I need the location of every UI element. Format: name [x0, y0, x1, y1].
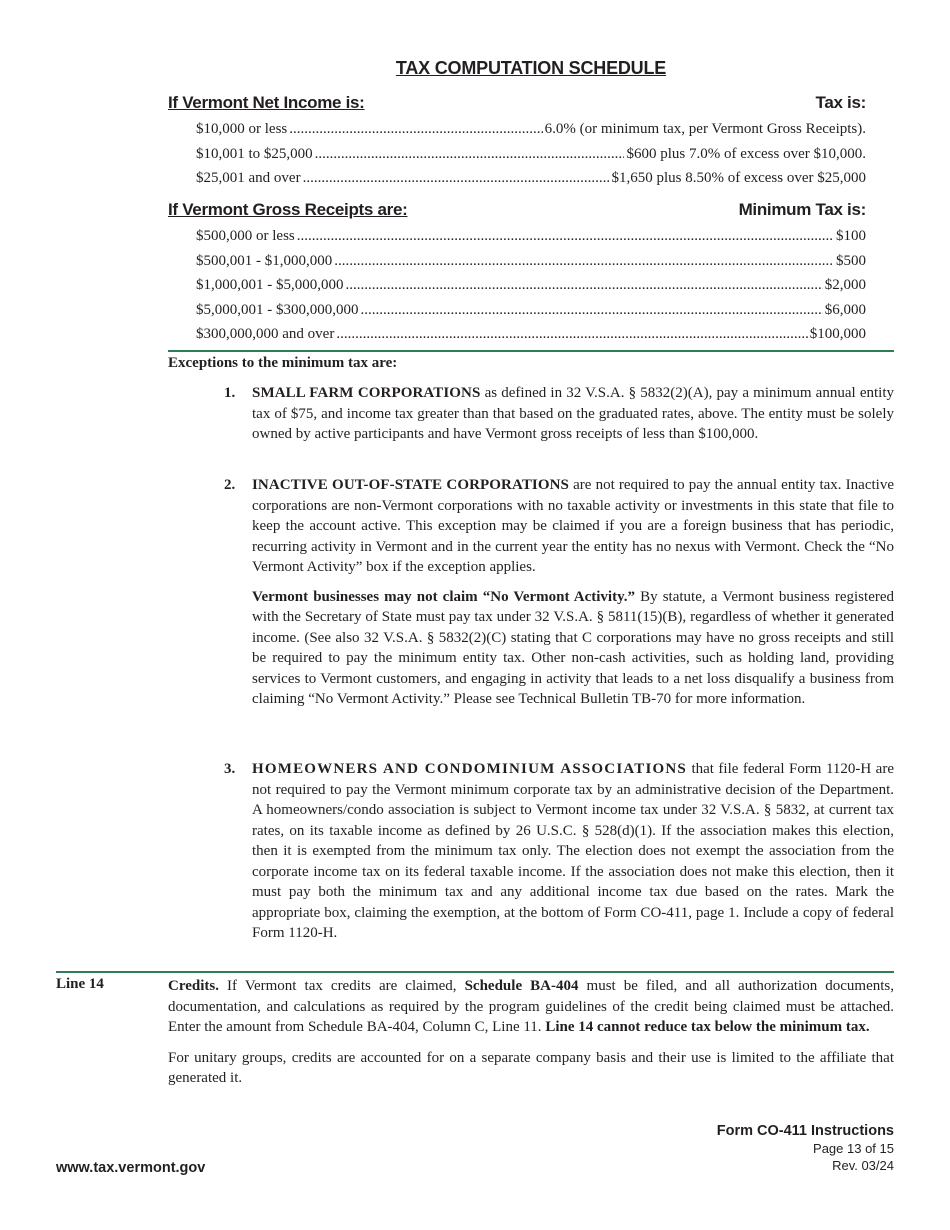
item-number: 2. [224, 477, 236, 493]
credits-text: If Vermont tax credits are claimed, [218, 978, 465, 994]
income-tax: $600 plus 7.0% of excess over $10,000. [626, 145, 866, 162]
table-row [168, 224, 866, 249]
table-row [168, 117, 866, 142]
revision: Rev. 03/24 [832, 1158, 894, 1173]
item-lead: SMALL FARM CORPORATIONS [252, 385, 481, 401]
table-row [168, 273, 866, 298]
item-number: 1. [224, 385, 236, 401]
item-sub-lead: Vermont businesses may not claim “No Vermont Activity.” [252, 588, 636, 605]
website-link[interactable]: www.tax.vermont.gov [56, 1160, 206, 1176]
section-divider [168, 350, 894, 352]
income-range: $10,001 to $25,000 [196, 145, 313, 162]
table-row [168, 298, 866, 323]
receipts-range: $5,000,001 - $300,000,000 [196, 301, 359, 318]
gross-receipts-header-left: If Vermont Gross Receipts are: [168, 200, 408, 219]
receipts-range: $300,000,000 and over [196, 326, 335, 342]
exception-item [224, 759, 894, 944]
credits-warning: Line 14 cannot reduce tax below the minimum tax. [545, 1019, 870, 1035]
table-row [168, 142, 866, 167]
item-text: are not required to pay the annual entity tax. Inactive corporations are non-Vermont corporations with no taxable activity or investments in this state that file to keep the account active. This exception may be claimed if you are a foreign business that has periodic, recurring activity in Vermont and in the current year the entity has no nexus with Vermont. Check the “No Vermont Activity” box if the exception applies. [252, 477, 894, 575]
footer-info [717, 1122, 894, 1174]
net-income-header [168, 93, 866, 117]
line-14-instructions [168, 976, 894, 1089]
minimum-tax: $6,000 [824, 301, 866, 318]
minimum-tax: $500 [836, 252, 866, 269]
page-number: Page 13 of 15 [813, 1141, 894, 1156]
credits-heading: Credits. [168, 978, 219, 994]
exceptions-heading: Exceptions to the minimum tax are: [168, 355, 398, 371]
item-sub-text: By statute, a Vermont business registered with the Secretary of State must pay tax under 32 V.S.A. § 5811(15)(B), regardless of whether it generated income. (See also 32 V.S.A. § 5832(2)(C) stating that C corporations may have no gross receipts and still be required to pay the minimum entity tax. Other non-cash activities, such as holding land, providing services to Vermont customers, and engaging in activity that leads to a net loss disqualify a business from claiming “No Vermont Activity.” Please see Technical Bulletin TB-70 for more information. [252, 588, 894, 707]
minimum-tax: $100 [836, 228, 866, 244]
line-14-label: Line 14 [56, 976, 104, 992]
unitary-note: For unitary groups, credits are accounted for on a separate company basis and their use is limited to the affiliate that generated it. [168, 1049, 894, 1086]
table-row [168, 322, 866, 347]
form-name: Form CO-411 Instructions [716, 1123, 894, 1139]
page-title: TAX COMPUTATION SCHEDULE [395, 58, 667, 78]
item-text: that file federal Form 1120-H are not required to pay the Vermont minimum corporate tax by an administrative decision of the Department. A homeowners/condo association is subject to Vermont income tax under 32 V.S.A. § 5832, at current tax rates, on its taxable income as defined by 26 U.S.C. § 528(d)(1). If the association makes this election, then it is exempted from the minimum tax only. The election does not exempt the association from the corporate income tax on its federal taxable income. If the association does not make this election, then it must pay both the minimum tax and any additional income tax due based on the rates. Mark the appropriate box, claiming the exemption, at the bottom of Form CO-411, page 1. Include a copy of federal Form 1120-H. [252, 761, 894, 941]
credits-text: must be filed, and all authorization documents, documentation, and calculations as required by the program guidelines of the credit being claimed must be attached. Enter the amount from Schedule BA-404, Column C, Line 11. [168, 978, 894, 1035]
schedule-ref: Schedule BA-404 [464, 978, 579, 994]
section-divider [56, 971, 894, 973]
income-range: $25,001 and over [196, 170, 301, 186]
receipts-range: $500,000 or less [196, 228, 295, 244]
gross-receipts-table [168, 200, 866, 347]
income-tax: $1,650 plus 8.50% of excess over $25,000 [611, 170, 866, 186]
item-lead: HOMEOWNERS AND CONDOMINIUM ASSOCIATIONS [252, 761, 687, 777]
item-number: 3. [224, 761, 236, 777]
minimum-tax: $100,000 [809, 326, 866, 342]
net-income-table [168, 93, 866, 191]
item-lead: INACTIVE OUT-OF-STATE CORPORATIONS [252, 477, 569, 493]
gross-receipts-header [168, 200, 866, 224]
minimum-tax: $2,000 [824, 277, 866, 293]
net-income-header-right: Tax is: [815, 93, 866, 112]
receipts-range: $1,000,001 - $5,000,000 [196, 277, 344, 293]
exception-item [224, 475, 894, 710]
net-income-header-left: If Vermont Net Income is: [168, 93, 365, 112]
income-tax: 6.0% (or minimum tax, per Vermont Gross Receipts). [544, 121, 866, 137]
exception-item [224, 383, 894, 445]
item-text: as defined in 32 V.S.A. § 5832(2)(A), pay a minimum annual entity tax of $75, and income tax greater than that based on the graduated rates, above. The entity must be solely owned by active participants and have Vermont gross receipts of less than $100,000. [252, 385, 894, 442]
gross-receipts-header-right: Minimum Tax is: [738, 200, 866, 219]
table-row [168, 166, 866, 191]
income-range: $10,000 or less [196, 121, 288, 137]
table-row [168, 249, 866, 274]
receipts-range: $500,001 - $1,000,000 [196, 252, 333, 269]
